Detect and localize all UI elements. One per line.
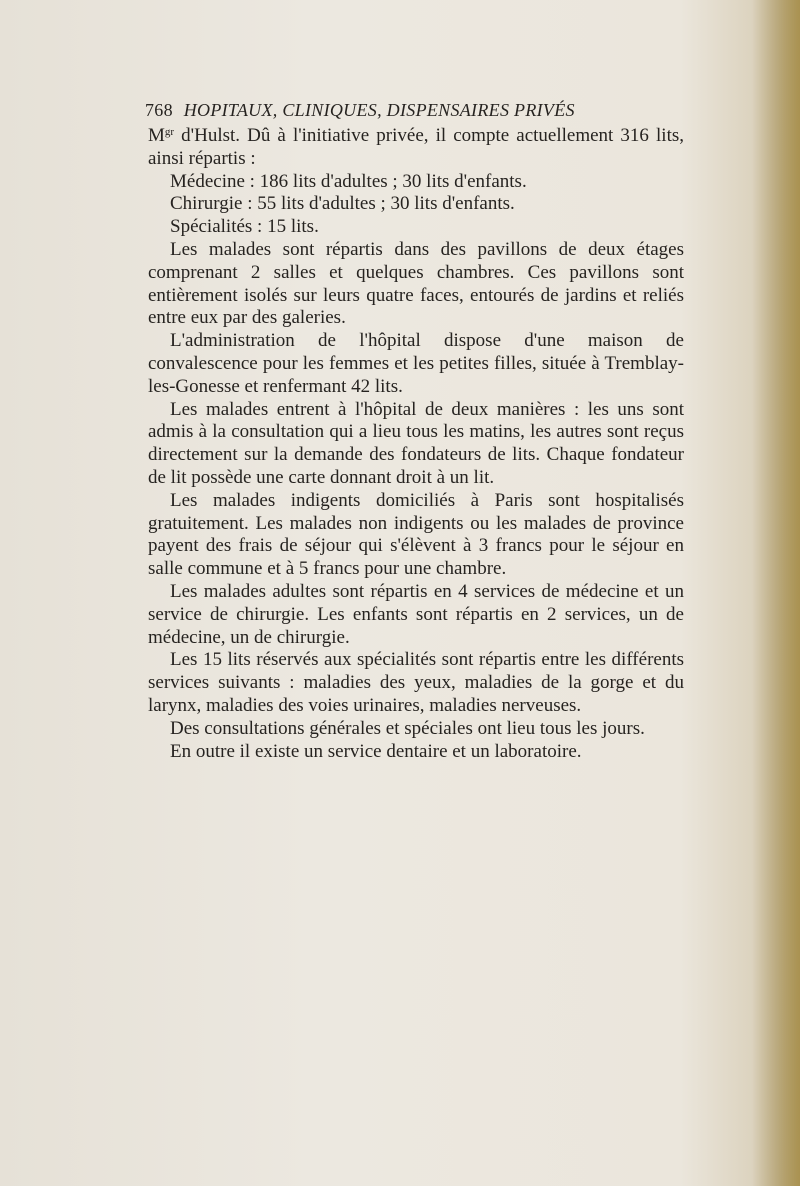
- paragraph-pavillons: Les malades sont répartis dans des pavillons de deux étages comprenant 2 salles et quelques chambres. Ces pavillons sont entièrement isolés sur leurs quatre faces, entourés de jardins et reliés entre eux par des galeries.: [148, 238, 684, 329]
- page-number: 768: [145, 100, 173, 120]
- title-abbreviation: M: [148, 125, 165, 146]
- paragraph-chirurgie: Chirurgie : 55 lits d'adultes ; 30 lits d'enfants.: [170, 193, 515, 215]
- paragraph-text: d'Hulst. Dû à l'initiative privée, il compte actuellement 316 lits, ainsi répartis :: [148, 125, 684, 169]
- title-superscript: gr: [164, 126, 175, 138]
- paragraph-specialites-detail: Les 15 lits réservés aux spécialités sont répartis entre les différents services suivants : maladies des yeux, maladies de la gorge et du larynx, maladies des voies urinaires, maladies nerveuses.: [148, 649, 684, 716]
- paragraph-services: Les malades adultes sont répartis en 4 services de médecine et un service de chirurgie. Les enfants sont répartis en 2 services, un de médecine, un de chirurgie.: [148, 580, 684, 648]
- page-edge-shadow: [752, 0, 800, 1186]
- paragraph-tarifs: Les malades indigents domiciliés à Paris sont hospitalisés gratuitement. Les malades non indigents ou les malades de province payent des frais de séjour qui s'élèvent à 3 francs pour le séjour en salle commune et à 5 francs pour une chambre.: [148, 489, 684, 580]
- body-text: [148, 125, 684, 763]
- paragraph-dentaire: En outre il existe un service dentaire et un laboratoire.: [170, 740, 582, 762]
- paragraph-specialites: Spécialités : 15 lits.: [170, 216, 319, 238]
- paragraph-admission: Les malades entrent à l'hôpital de deux manières : les uns sont admis à la consultation qui a lieu tous les matins, les autres sont reçus directement sur la demande des fondateurs de lits. Chaque fondateur de lit possède une carte donnant droit à un lit.: [148, 398, 684, 488]
- paragraph-continuation: [148, 125, 684, 171]
- paragraph-medecine: Médecine : 186 lits d'adultes ; 30 lits d'enfants.: [170, 170, 527, 192]
- running-header: [145, 100, 685, 121]
- running-title: HOPITAUX, CLINIQUES, DISPENSAIRES PRIVÉS: [183, 100, 575, 120]
- paragraph-convalescence: L'administration de l'hôpital dispose d'une maison de convalescence pour les femmes et les petites filles, située à Tremblay-les-Gonesse et renfermant 42 lits.: [148, 330, 684, 397]
- paragraph-consultations: Des consultations générales et spéciales ont lieu tous les jours.: [170, 717, 645, 739]
